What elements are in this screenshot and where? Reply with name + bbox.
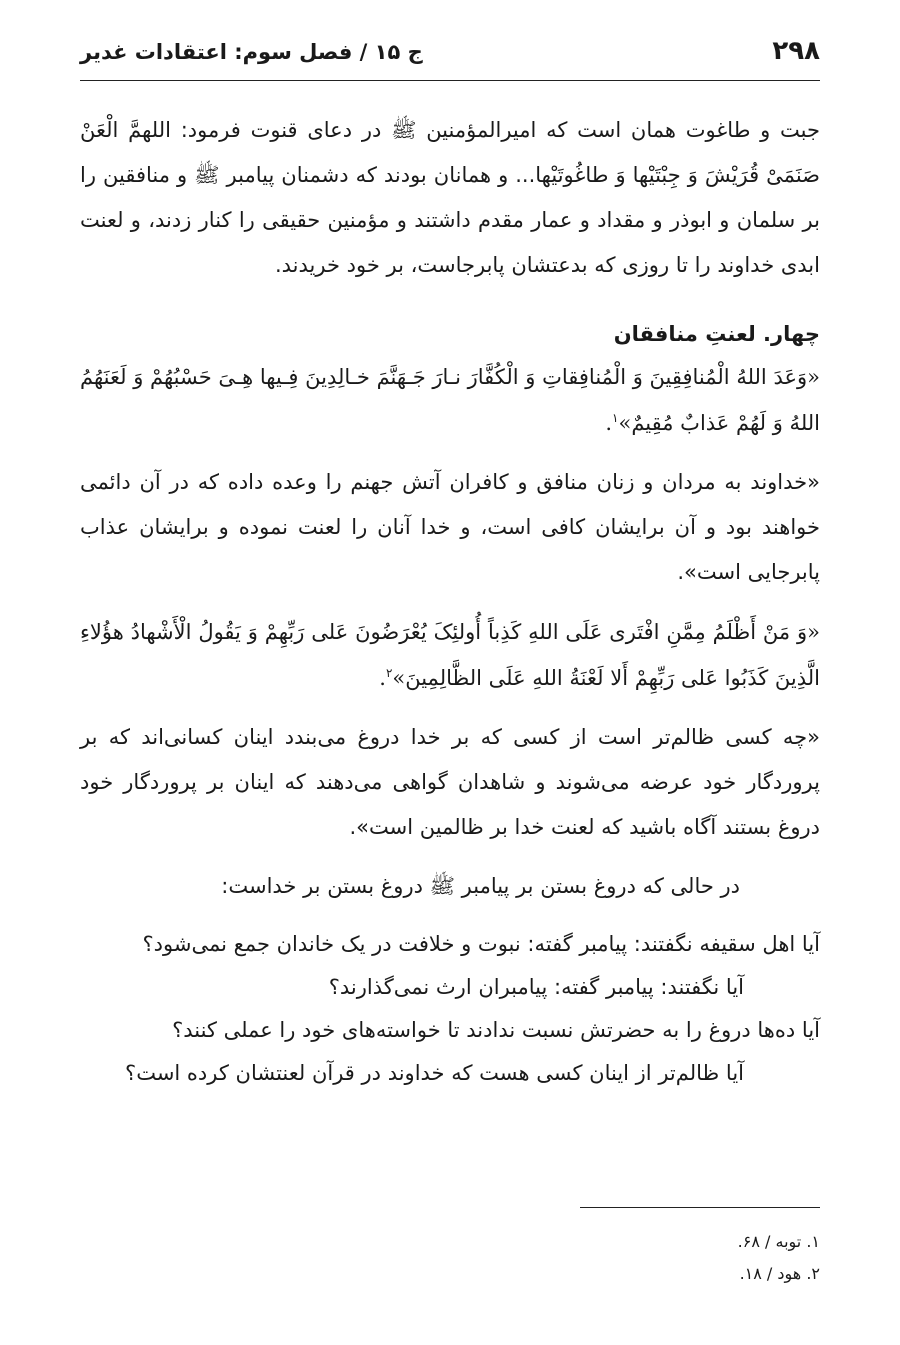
translation-2: «چه کسی ظالم‌تر است از کسی که بر خدا دروغ می‌بندد اینان کسانی‌اند که بر پروردگار خود عرضه می‌شوند و شاهدان گواهی می‌دهند که اینان بر پروردگار خود دروغ بستند آگاه باشید که لعنت خدا بر ظالمین است». bbox=[80, 725, 820, 839]
page-header bbox=[80, 28, 820, 81]
page-body bbox=[80, 108, 820, 1095]
verse-1: «وَعَدَ اللهُ الْمُنافِقِینَ وَ الْمُنافِقاتِ وَ الْکُفَّارَ نـارَ جَـهَنَّمَ خـالِدِینَ فِـیها هِـیَ حَسْبُهُمْ وَ لَعَنَهُمُ اللهُ وَ لَهُمْ عَذابٌ مُقِیمٌ»$^۱$. bbox=[80, 365, 820, 435]
question-4: آیا ظالم‌تر از اینان کسی هست که خداوند در قرآن لعنتشان کرده است؟ bbox=[125, 1061, 744, 1085]
running-head: ج ۱۵ / فصل سوم: اعتقادات غدیر bbox=[80, 40, 423, 64]
verse-1-text: «وَعَدَ اللهُ الْمُنافِقِینَ وَ الْمُنافِقاتِ وَ الْکُفَّارَ نـارَ جَـهَنَّمَ خـالِدِینَ فِـیها هِـیَ حَسْبُهُمْ وَ لَعَنَهُمُ اللهُ وَ لَهُمْ عَذابٌ مُقِیمٌ» bbox=[80, 365, 820, 435]
footnote-ref-2: ۲ bbox=[385, 666, 393, 680]
footnote-1: ۱. توبه / ۶۸. bbox=[737, 1232, 820, 1251]
translation-1: «خداوند به مردان و زنان منافق و کافران آتش جهنم را وعده داده که در آن دائمی خواهند بود و آن برایشان کافی است، و خدا آنان را لعنت نموده و برایشان عذاب پابرجایی است». bbox=[80, 470, 820, 584]
page-number: ۲۹۸ bbox=[772, 36, 820, 66]
question-1: آیا اهل سقیفه نگفتند: پیامبر گفته: نبوت و خلافت در یک خاندان جمع نمی‌شود؟ bbox=[142, 932, 820, 956]
verse-2-text: «وَ مَنْ أَظْلَمُ مِمَّنِ افْتَری عَلَی اللهِ کَذِباً أُولئِکَ یُعْرَضُونَ عَلی رَبِّهِمْ وَ یَقُولُ الْأَشْهادُ هؤُلاءِ الَّذِینَ کَذَبُوا عَلی رَبِّهِمْ أَلا لَعْنَةُ اللهِ عَلَی الظَّالِمِینَ» bbox=[80, 620, 820, 690]
paragraph-2: در حالی که دروغ بستن بر پیامبر ﷺ دروغ بستن بر خداست: bbox=[221, 874, 740, 898]
footnotes bbox=[80, 1226, 820, 1290]
question-2: آیا نگفتند: پیامبر گفته: پیامبران ارث نمی‌گذارند؟ bbox=[328, 975, 744, 999]
paragraph-1: جبت و طاغوت همان است که امیرالمؤمنین ﷺ در دعای قنوت فرمود: اللهمَّ الْعَنْ صَنَمَیْ قُرَیْشَ وَ جِبْتَیْها وَ طاغُوتَیْها... و همانان بودند که دشمنان پیامبر ﷺ و منافقین را بر سلمان و ابوذر و مقداد و عمار مقدم داشتند و مؤمنین حقیقی را کنار زدند، و لعنت ابدی خداوند را تا روزی که بدعتشان پابرجاست، بر خود خریدند. bbox=[80, 118, 820, 277]
verse-2: «وَ مَنْ أَظْلَمُ مِمَّنِ افْتَری عَلَی اللهِ کَذِباً أُولئِکَ یُعْرَضُونَ عَلی رَبِّهِمْ وَ یَقُولُ الْأَشْهادُ هؤُلاءِ الَّذِینَ کَذَبُوا عَلی رَبِّهِمْ أَلا لَعْنَةُ اللهِ عَلَی الظَّالِمِینَ»$^۲$. bbox=[80, 620, 820, 690]
footnote-divider bbox=[580, 1207, 820, 1208]
question-3: آیا ده‌ها دروغ را به حضرتش نسبت ندادند تا خواسته‌های خود را عملی کنند؟ bbox=[172, 1018, 820, 1042]
section-heading: چهار. لعنتِ منافقان bbox=[613, 322, 820, 346]
footnote-ref-1: ۱ bbox=[612, 411, 619, 425]
footnote-2: ۲. هود / ۱۸. bbox=[739, 1264, 820, 1283]
